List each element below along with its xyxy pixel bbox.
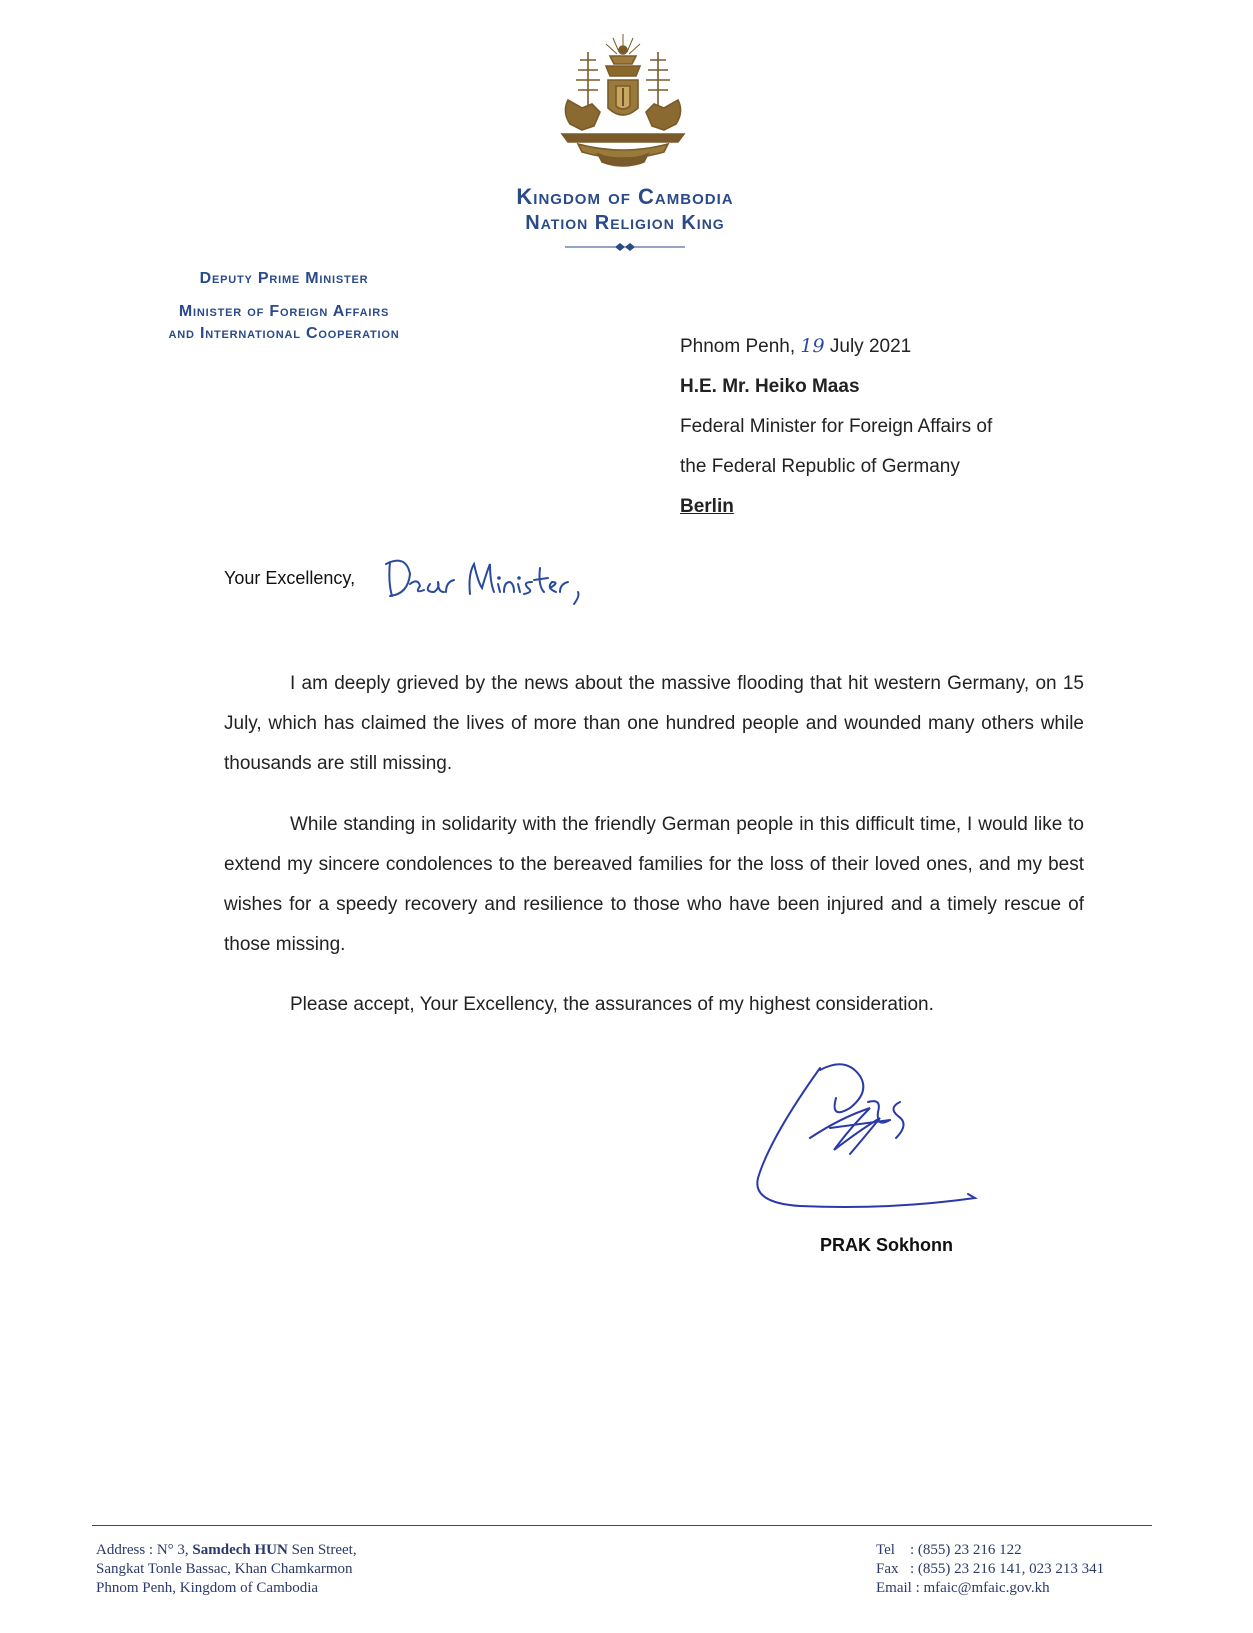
signer-name: PRAK Sokhonn: [820, 1235, 953, 1255]
ministry-line-1: Minister of Foreign Affairs: [178, 303, 390, 320]
fax-row: [876, 1560, 1104, 1579]
address-line-2: Sangkat Tonle Bassac, Khan Chamkarmon: [96, 1561, 353, 1577]
address-prefix: Address : N° 3,: [96, 1542, 193, 1558]
recipient-name: H.E. Mr. Heiko Maas: [680, 376, 860, 397]
email-row: [876, 1579, 1104, 1598]
tel-row: [876, 1541, 1104, 1560]
handwritten-salutation-icon: [384, 552, 594, 608]
tel-value: : (855) 23 216 122: [910, 1542, 1022, 1558]
email-value: : mfaic@mfaic.gov.kh: [915, 1580, 1050, 1596]
body-paragraph-2: While standing in solidarity with the friendly German people in this difficult time, I would like to extend my sincere condolences to the bereaved families for the loss of their loved ones, and my best wishes for a speedy recovery and resilience to those who have been injured and a timely rescue of those missing.: [224, 814, 1084, 955]
address-line-1: [96, 1541, 357, 1560]
footer-address: [96, 1541, 357, 1598]
fax-value: : (855) 23 216 141, 023 213 341: [910, 1561, 1105, 1577]
footer-contacts: [876, 1541, 1104, 1598]
date-month-year: July 2021: [829, 336, 912, 357]
body-paragraph-3: Please accept, Your Excellency, the assurances of my highest consideration.: [290, 994, 934, 1015]
kingdom-heading: Kingdom of Cambodia: [516, 184, 734, 209]
fax-label: Fax: [876, 1561, 899, 1577]
ministry-line-2: and International Cooperation: [168, 325, 400, 342]
date-day-handwritten: 19: [800, 335, 825, 357]
ornament-divider-icon: [565, 242, 685, 252]
salutation-printed: Your Excellency,: [224, 568, 356, 588]
motto-heading: Nation Religion King: [525, 212, 725, 234]
royal-emblem-icon: [548, 30, 698, 170]
email-label: Email: [876, 1580, 912, 1596]
recipient-block: [680, 326, 992, 527]
signature-icon: [750, 1058, 990, 1218]
address-street-bold: Samdech HUN: [192, 1542, 288, 1558]
footer-divider: [92, 1525, 1152, 1526]
address-line-3: Phnom Penh, Kingdom of Cambodia: [96, 1580, 319, 1596]
recipient-title-1: Federal Minister for Foreign Affairs of: [680, 416, 993, 437]
address-suffix: Sen Street,: [287, 1542, 357, 1558]
date-place: Phnom Penh,: [680, 336, 796, 357]
tel-label: Tel: [876, 1542, 895, 1558]
recipient-title-2: the Federal Republic of Germany: [680, 456, 960, 477]
body-paragraph-1: I am deeply grieved by the news about the massive flooding that hit western Germany, on 15 July, which has claimed the lives of more than one hundred people and wounded many others while thousands are still missing.: [224, 673, 1084, 774]
recipient-city: Berlin: [680, 496, 734, 517]
date-line: [680, 326, 992, 367]
office-title: Deputy Prime Minister: [199, 270, 369, 287]
